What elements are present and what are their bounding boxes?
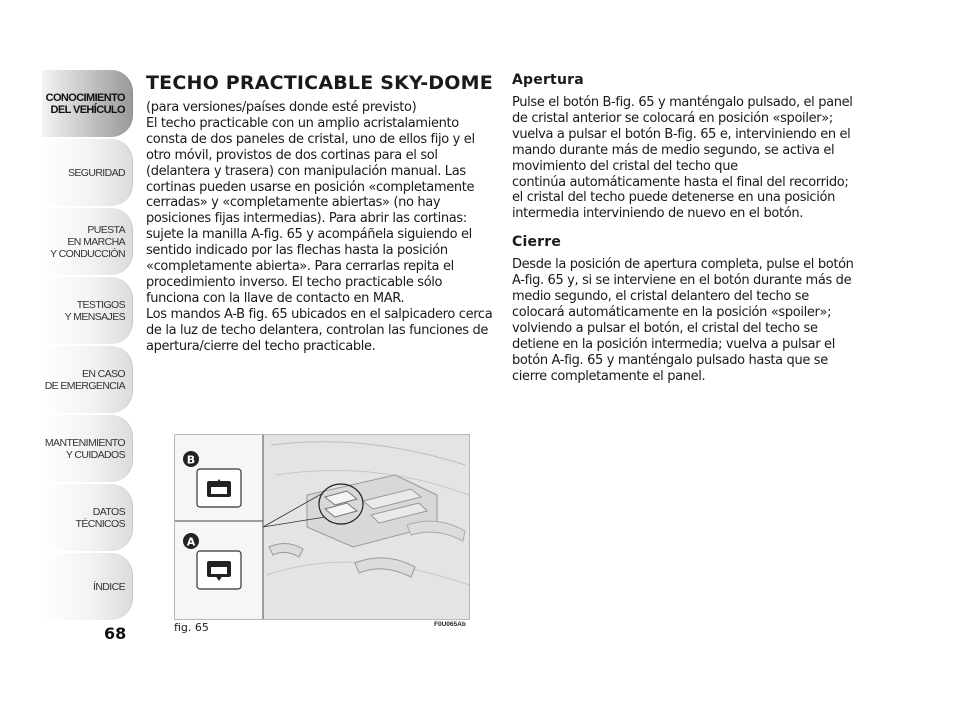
chapter-tab-label: [65, 299, 125, 323]
chapter-tab-line: EN MARCHA: [67, 235, 125, 248]
section-title: TECHO PRACTICABLE SKY-DOME: [146, 72, 493, 94]
chapter-tab-5[interactable]: [42, 415, 133, 482]
chapter-tab-label: [45, 437, 125, 461]
chapter-tabs: [42, 70, 133, 622]
chapter-tab-line: Y CONDUCCIÓN: [50, 247, 125, 260]
chapter-tab-line: CONOCIMIENTO: [45, 91, 125, 104]
chapter-tab-line: DATOS TÉCNICOS: [75, 505, 125, 530]
chapter-tab-label: [42, 506, 125, 530]
page-number: 68: [104, 624, 127, 643]
chapter-tab-line: Y MENSAJES: [64, 310, 125, 323]
closing-paragraph: Desde la posición de apertura completa, pulse el botón A-fig. 65 y, si se interviene en el botón durante más de medio segundo, el cristal delantero del techo se colocará automáticamente en la posición «spoiler»; volviendo a pulsar el botón, el cristal del techo se detiene en la posición intermedia; vuelva a pulsar el botón A-fig. 65 y manténgalo pulsado hasta que se cierre completamente el panel.: [512, 257, 854, 384]
chapter-tab-line: MANTENIMIENTO: [44, 436, 125, 449]
chapter-tab-label: [45, 368, 125, 392]
callout-b-label: B: [186, 453, 196, 467]
right-column: [512, 72, 864, 385]
opening-paragraph: Pulse el botón B-fig. 65 y manténgalo pulsado, el panel de cristal anterior se colocará en posición «spoiler»; vuelva a pulsar el botón B-fig. 65 e, interviniendo en el mando durante más de medio segundo, se activa el movimiento del cristal del techo que continúa automáticamente hasta el final del recorrido; el cristal del techo puede detenerse en una posición intermedia interviniendo de nuevo en el botón.: [512, 95, 853, 222]
figure-65-illustration: [174, 434, 470, 620]
chapter-tab-line: Y CUIDADOS: [65, 448, 125, 461]
chapter-tab-3[interactable]: [42, 277, 133, 344]
sunroof-controls-drawing: [175, 435, 469, 619]
intro-paragraph: El techo practicable con un amplio acristalamiento consta de dos paneles de cristal, uno de ellos fijo y el otro móvil, provistos de dos cortinas para el sol (delantera y trasera) con manipulación manual. Las cortinas pueden usarse en posición «completamente cerradas» y «completamente abiertas» (no hay posiciones fijas intermedias). Para abrir las cortinas: sujete la manilla A-fig. 65 y acompáñela siguiendo el sentido indicado por las flechas hasta la posición «completamente abierta». Para cerrarlas repita el procedimiento inverso. El techo practicable sólo funciona con la llave de contacto en MAR. Los mandos A-B fig. 65 ubicados en el salpicadero cerca de la luz de techo delantera, controlan las funciones de apertura/cierre del techo practicable.: [146, 115, 493, 354]
figure-code: F0U065Ab: [434, 621, 466, 628]
figure-caption: fig. 65: [174, 621, 209, 634]
chapter-tab-7[interactable]: [42, 553, 133, 620]
closing-heading: Cierre: [512, 234, 562, 251]
callout-a-label: A: [186, 535, 196, 549]
chapter-tab-label: [68, 167, 125, 179]
chapter-tab-line: ÍNDICE: [93, 580, 125, 593]
chapter-tab-4[interactable]: [42, 346, 133, 413]
left-column: [146, 72, 496, 355]
chapter-tab-label: [93, 581, 125, 593]
chapter-tab-2[interactable]: [42, 208, 133, 275]
chapter-tab-line: DE EMERGENCIA: [44, 379, 125, 392]
opening-heading: Apertura: [512, 72, 584, 88]
chapter-tab-label: [50, 224, 125, 260]
chapter-tab-1[interactable]: [42, 139, 133, 206]
chapter-tab-line: TESTIGOS: [76, 298, 125, 311]
chapter-tab-line: EN CASO: [81, 367, 125, 380]
chapter-tab-line: DEL VEHÍCULO: [50, 103, 125, 116]
chapter-tab-6[interactable]: [42, 484, 133, 551]
chapter-tab-label: [46, 92, 125, 116]
chapter-tab-0[interactable]: [42, 70, 133, 137]
chapter-tab-line: PUESTA: [87, 223, 125, 236]
chapter-tab-line: SEGURIDAD: [67, 166, 125, 179]
section-subtitle: (para versiones/países donde esté previsto): [146, 100, 417, 115]
